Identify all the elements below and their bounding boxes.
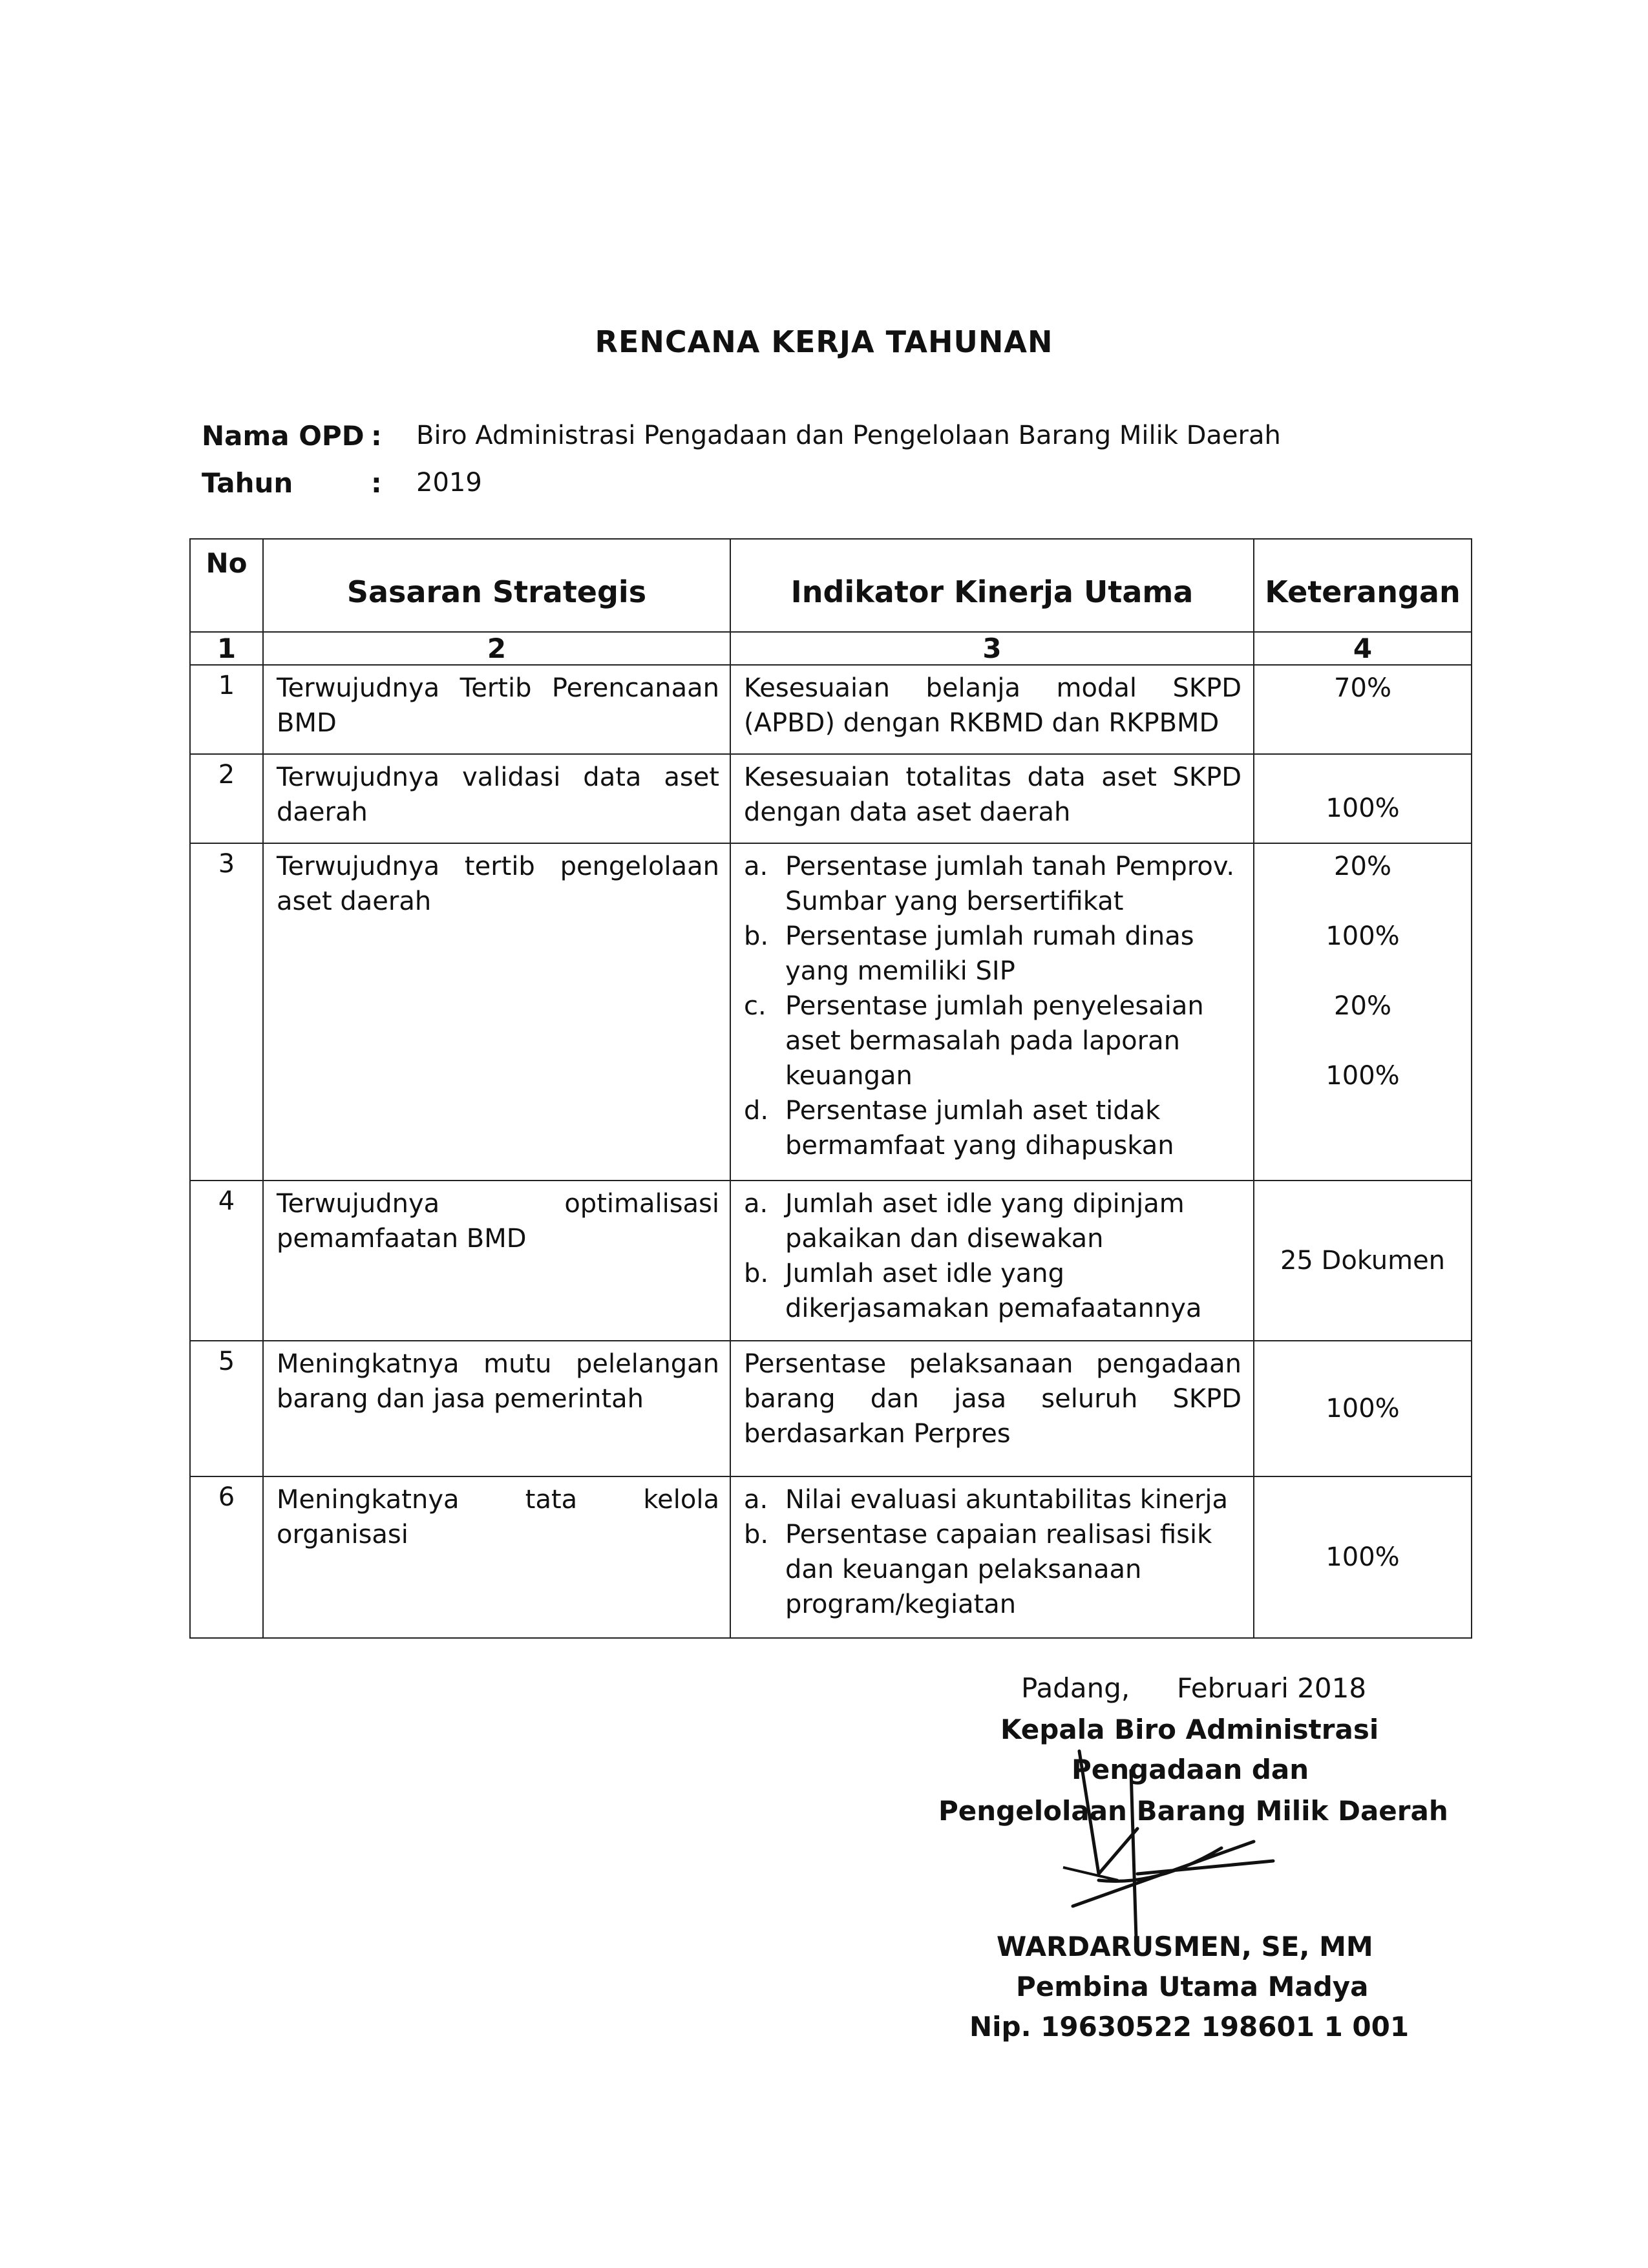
table-row xyxy=(190,1341,1472,1476)
item-marker: d. xyxy=(744,1096,769,1126)
signature-position-1: Kepala Biro Administrasi xyxy=(1000,1714,1379,1745)
row-keterangan: 100% xyxy=(1254,1476,1472,1638)
table-row xyxy=(190,754,1472,843)
ket-c: 20% xyxy=(1334,991,1391,1021)
row-no: 3 xyxy=(190,843,263,1181)
row-no: 5 xyxy=(190,1341,263,1476)
header-indikator: Indikator Kinerja Utama xyxy=(730,539,1254,632)
list-item xyxy=(744,1093,1241,1163)
signature-position-2: Pengadaan dan xyxy=(1072,1754,1309,1785)
year-label: Tahun xyxy=(202,467,293,499)
row-no: 4 xyxy=(190,1181,263,1341)
colnum-1: 1 xyxy=(190,632,263,665)
header-sasaran: Sasaran Strategis xyxy=(263,539,730,632)
list-item xyxy=(744,1517,1241,1622)
row-no: 2 xyxy=(190,754,263,843)
row-indikator: Persentase pelaksanaan pengadaan barang dan jasa seluruh SKPD berdasarkan Perpres xyxy=(730,1341,1254,1476)
document-title: RENCANA KERJA TAHUNAN xyxy=(595,324,1053,359)
row-indikator: Kesesuaian belanja modal SKPD (APBD) dengan RKBMD dan RKPBMD xyxy=(730,665,1254,754)
item-text: Persentase jumlah tanah Pemprov. Sumbar yang bersertifikat xyxy=(785,852,1235,916)
item-marker: c. xyxy=(744,991,766,1021)
row-sasaran: Terwujudnya optimalisasi pemamfaatan BMD xyxy=(263,1181,730,1341)
list-item xyxy=(744,849,1241,919)
table-row xyxy=(190,843,1472,1181)
row-sasaran: Meningkatnya tata kelola organisasi xyxy=(263,1476,730,1638)
row-indikator xyxy=(730,843,1254,1181)
ket-b: 100% xyxy=(1326,921,1400,951)
list-item xyxy=(744,919,1241,989)
row-indikator xyxy=(730,1181,1254,1341)
opd-colon: : xyxy=(371,419,382,452)
list-item xyxy=(744,1256,1241,1326)
meta-opd xyxy=(202,416,1281,455)
row-sasaran: Terwujudnya tertib pengelolaan aset daerah xyxy=(263,843,730,1181)
header-keterangan: Keterangan xyxy=(1254,539,1472,632)
row-keterangan: 100% xyxy=(1254,1341,1472,1476)
list-item xyxy=(744,1186,1241,1256)
signature-date xyxy=(1021,1672,1366,1704)
colnum-3: 3 xyxy=(730,632,1254,665)
row-keterangan: 70% xyxy=(1254,665,1472,754)
header-no: No xyxy=(190,539,263,632)
row-no: 1 xyxy=(190,665,263,754)
row-sasaran: Terwujudnya validasi data aset daerah xyxy=(263,754,730,843)
opd-label: Nama OPD xyxy=(202,419,364,452)
opd-value: Biro Administrasi Pengadaan dan Pengelolaan Barang Milik Daerah xyxy=(416,421,1281,450)
item-marker: b. xyxy=(744,1259,769,1288)
item-text: Persentase capaian realisasi fisik dan keuangan pelaksanaan program/kegiatan xyxy=(785,1520,1212,1619)
year-colon: : xyxy=(371,467,382,499)
item-text: Persentase jumlah penyelesaian aset bermasalah pada laporan keuangan xyxy=(785,991,1204,1091)
row-indikator xyxy=(730,1476,1254,1638)
item-marker: b. xyxy=(744,921,769,951)
list-item xyxy=(744,989,1241,1093)
colnum-2: 2 xyxy=(263,632,730,665)
table-header-row xyxy=(190,539,1472,632)
item-text: Persentase jumlah aset tidak bermamfaat yang dihapuskan xyxy=(785,1096,1174,1160)
ket-d: 100% xyxy=(1326,1061,1400,1091)
row-sasaran: Terwujudnya Tertib Perencanaan BMD xyxy=(263,665,730,754)
table-row xyxy=(190,1181,1472,1341)
rencana-kerja-table xyxy=(189,538,1472,1639)
item-marker: a. xyxy=(744,1485,768,1515)
meta-year xyxy=(202,463,482,502)
row-keterangan xyxy=(1254,843,1472,1181)
column-number-row xyxy=(190,632,1472,665)
item-marker: b. xyxy=(744,1520,769,1549)
signatory-rank: Pembina Utama Madya xyxy=(1016,1971,1369,2002)
row-keterangan: 100% xyxy=(1254,754,1472,843)
list-item xyxy=(744,1482,1241,1517)
ket-a: 20% xyxy=(1334,852,1391,881)
signatory-nip: Nip. 19630522 198601 1 001 xyxy=(969,2011,1410,2042)
handwritten-signature xyxy=(1060,1745,1280,1938)
row-keterangan: 25 Dokumen xyxy=(1254,1181,1472,1341)
table-row xyxy=(190,1476,1472,1638)
signature-position-3: Pengelolaan Barang Milik Daerah xyxy=(938,1795,1448,1827)
table-row xyxy=(190,665,1472,754)
row-sasaran: Meningkatnya mutu pelelangan barang dan jasa pemerintah xyxy=(263,1341,730,1476)
year-value: 2019 xyxy=(416,468,482,498)
colnum-4: 4 xyxy=(1254,632,1472,665)
signature-place: Padang, xyxy=(1021,1672,1130,1704)
item-marker: a. xyxy=(744,852,768,881)
signature-date-text: Februari 2018 xyxy=(1176,1672,1367,1704)
item-text: Jumlah aset idle yang dipinjam pakaikan dan disewakan xyxy=(785,1189,1185,1254)
signatory-name: WARDARUSMEN, SE, MM xyxy=(997,1931,1373,1962)
item-marker: a. xyxy=(744,1189,768,1219)
row-indikator: Kesesuaian totalitas data aset SKPD dengan data aset daerah xyxy=(730,754,1254,843)
item-text: Persentase jumlah rumah dinas yang memiliki SIP xyxy=(785,921,1194,986)
row-no: 6 xyxy=(190,1476,263,1638)
item-text: Nilai evaluasi akuntabilitas kinerja xyxy=(785,1485,1229,1515)
item-text: Jumlah aset idle yang dikerjasamakan pemafaatannya xyxy=(785,1259,1202,1323)
